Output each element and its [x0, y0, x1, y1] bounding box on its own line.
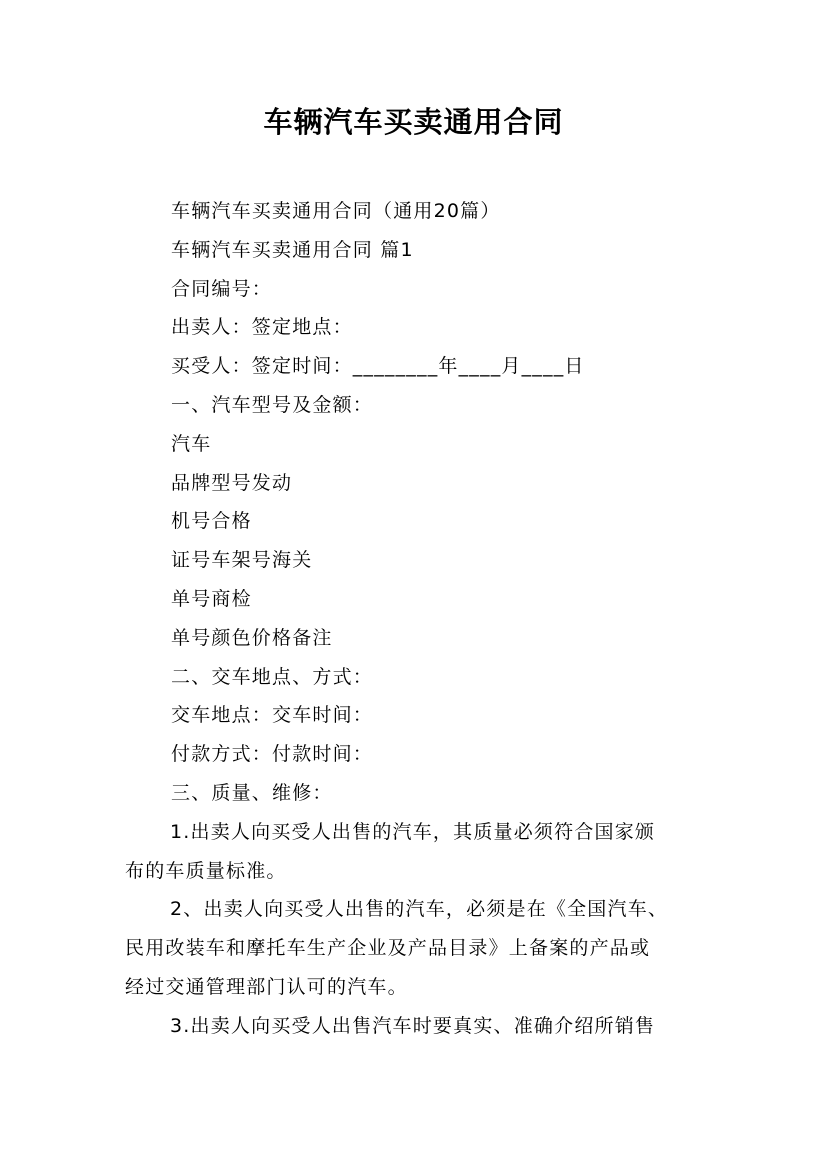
- paragraph-1: [125, 813, 731, 891]
- document-body: [125, 192, 731, 1046]
- text-line: 合同编号：: [171, 277, 273, 300]
- paragraph-continuation-line: 民用改装车和摩托车生产企业及产品目录》上备案的产品或: [125, 937, 651, 960]
- paragraph-continuation-line: 经过交通管理部门认可的汽车。: [125, 975, 408, 998]
- paragraph-first-line: 1.出卖人向买受人出售的汽车，其质量必须符合国家颁: [170, 820, 656, 843]
- text-line: 机号合格: [171, 510, 252, 533]
- text-line: 买受人：签定时间：________年____月____日: [171, 355, 585, 378]
- paragraph-2: [125, 890, 731, 1006]
- paragraph-first-line: 2、出卖人向买受人出售的汽车，必须是在《全国汽车、: [170, 898, 669, 921]
- text-line: 三、质量、维修：: [171, 781, 333, 804]
- text-line: 品牌型号发动: [171, 471, 293, 494]
- paragraph-first-line: 3.出卖人向买受人出售汽车时要真实、准确介绍所销售: [170, 1014, 656, 1037]
- text-line: 车辆汽车买卖通用合同（通用20篇）: [171, 200, 501, 222]
- paragraph-3: [170, 1007, 731, 1046]
- text-line: 车辆汽车买卖通用合同 篇1: [171, 238, 414, 261]
- text-line: 一、汽车型号及金额：: [171, 393, 374, 416]
- text-line: 单号商检: [171, 587, 252, 610]
- text-line: 二、交车地点、方式：: [171, 665, 374, 688]
- text-line: 汽车: [171, 432, 212, 455]
- text-line: 付款方式：付款时间：: [171, 743, 374, 766]
- text-line: 交车地点：交车时间：: [171, 704, 374, 727]
- text-line: 证号车架号海关: [171, 549, 313, 572]
- document-title: 车辆汽车买卖通用合同: [263, 105, 564, 139]
- text-line: 单号颜色价格备注: [171, 626, 333, 649]
- paragraph-continuation-line: 布的车质量标准。: [125, 859, 287, 882]
- text-line: 出卖人：签定地点：: [171, 316, 353, 339]
